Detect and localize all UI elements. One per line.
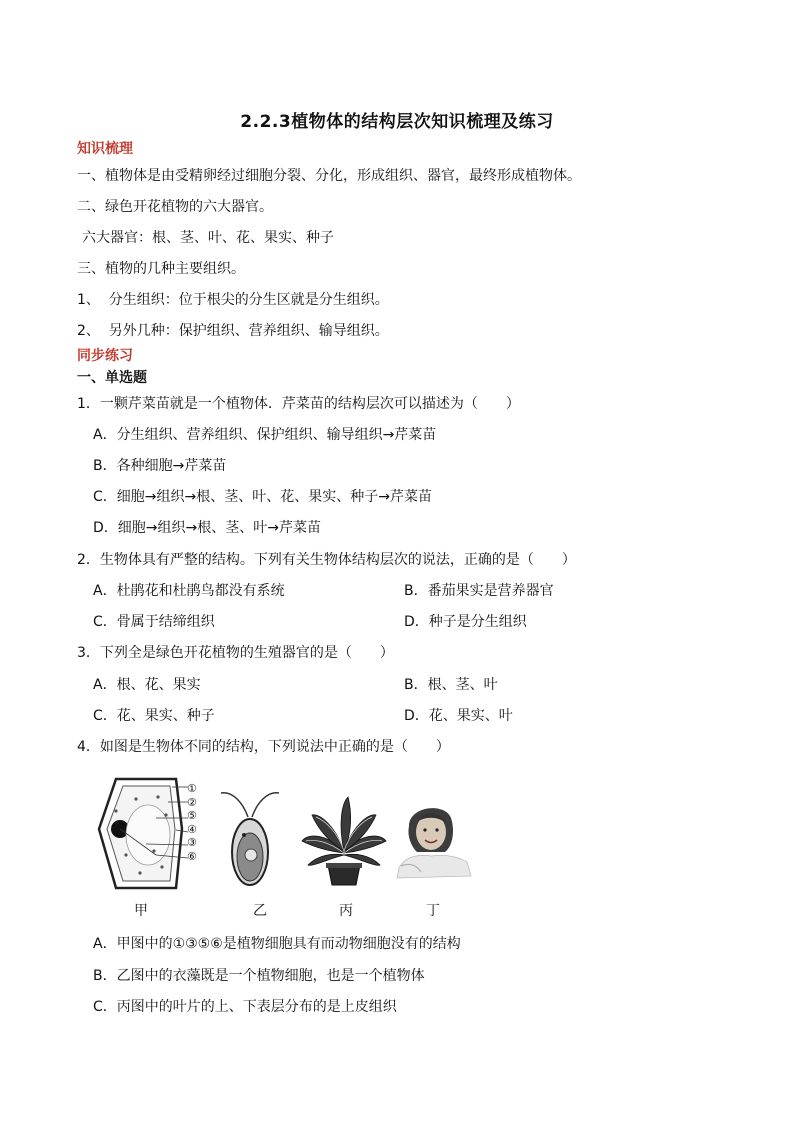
person-figure bbox=[395, 796, 475, 886]
question-4-option-b: B．乙图中的衣藻既是一个植物细胞，也是一个植物体 bbox=[93, 968, 425, 984]
cell-marker-5: ⑤ bbox=[187, 809, 197, 822]
figure-label-jia: 甲 bbox=[134, 903, 148, 919]
question-2-stem: 2．生物体具有严整的结构。下列有关生物体结构层次的说法，正确的是（ ） bbox=[77, 552, 576, 568]
question-3-stem: 3．下列全是绿色开花植物的生殖器官的是（ ） bbox=[77, 645, 394, 661]
cell-marker-4: ④ bbox=[187, 822, 197, 836]
potted-plant-figure bbox=[298, 793, 390, 888]
figure-label-ding: 丁 bbox=[426, 903, 440, 919]
cell-marker-list bbox=[187, 782, 201, 863]
question-1-option-b: B．各种细胞→芹菜苗 bbox=[93, 458, 227, 474]
cell-marker-6: ⑥ bbox=[187, 849, 197, 863]
question-4-option-a: A．甲图中的①③⑤⑥是植物细胞具有而动物细胞没有的结构 bbox=[93, 936, 461, 952]
cell-marker-2: ② bbox=[187, 795, 197, 809]
knowledge-line-4: 三、植物的几种主要组织。 bbox=[77, 261, 245, 277]
knowledge-line-3: 六大器官：根、茎、叶、花、果实、种子 bbox=[82, 230, 334, 246]
question-2-option-a: A．杜鹃花和杜鹃鸟都没有系统 bbox=[93, 583, 285, 599]
cell-marker-3: ③ bbox=[187, 836, 197, 849]
question-4-stem: 4．如图是生物体不同的结构，下列说法中正确的是（ ） bbox=[77, 739, 450, 755]
knowledge-heading: 知识梳理 bbox=[77, 141, 133, 157]
question-3-option-d: D．花、果实、叶 bbox=[404, 708, 513, 724]
practice-heading: 同步练习 bbox=[77, 348, 133, 364]
question-1-option-d: D．细胞→组织→根、茎、叶→芹菜苗 bbox=[93, 520, 321, 536]
question-1-option-c: C．细胞→组织→根、茎、叶、花、果实、种子→芹菜苗 bbox=[93, 489, 432, 505]
question-3-option-a: A．根、花、果实 bbox=[93, 677, 201, 693]
question-3-option-b: B．根、茎、叶 bbox=[404, 677, 498, 693]
page-title: 2.2.3植物体的结构层次知识梳理及练习 bbox=[240, 112, 554, 132]
question-1-option-a: A．分生组织、营养组织、保护组织、输导组织→芹菜苗 bbox=[93, 427, 437, 443]
question-4-option-c: C．丙图中的叶片的上、下表层分布的是上皮组织 bbox=[93, 999, 397, 1015]
section-heading: 一、单选题 bbox=[77, 370, 147, 386]
question-2-option-b: B．番茄果实是营养器官 bbox=[404, 583, 554, 599]
knowledge-line-2: 二、绿色开花植物的六大器官。 bbox=[77, 199, 273, 215]
question-1-stem: 1．一颗芹菜苗就是一个植物体．芹菜苗的结构层次可以描述为（ ） bbox=[77, 396, 520, 412]
knowledge-line-5: 1、 分生组织：位于根尖的分生区就是分生组织。 bbox=[77, 292, 389, 308]
question-2-option-d: D．种子是分生组织 bbox=[404, 614, 527, 630]
knowledge-line-1: 一、植物体是由受精卵经过细胞分裂、分化，形成组织、器官，最终形成植物体。 bbox=[77, 168, 581, 184]
figure-label-bing: 丙 bbox=[339, 903, 353, 919]
question-2-option-c: C．骨属于结缔组织 bbox=[93, 614, 215, 630]
chlamydomonas-figure bbox=[215, 785, 285, 890]
figure-label-yi: 乙 bbox=[253, 903, 267, 919]
knowledge-line-6: 2、 另外几种：保护组织、营养组织、输导组织。 bbox=[77, 323, 389, 339]
question-3-option-c: C．花、果实、种子 bbox=[93, 708, 215, 724]
cell-marker-1: ① bbox=[187, 782, 197, 795]
